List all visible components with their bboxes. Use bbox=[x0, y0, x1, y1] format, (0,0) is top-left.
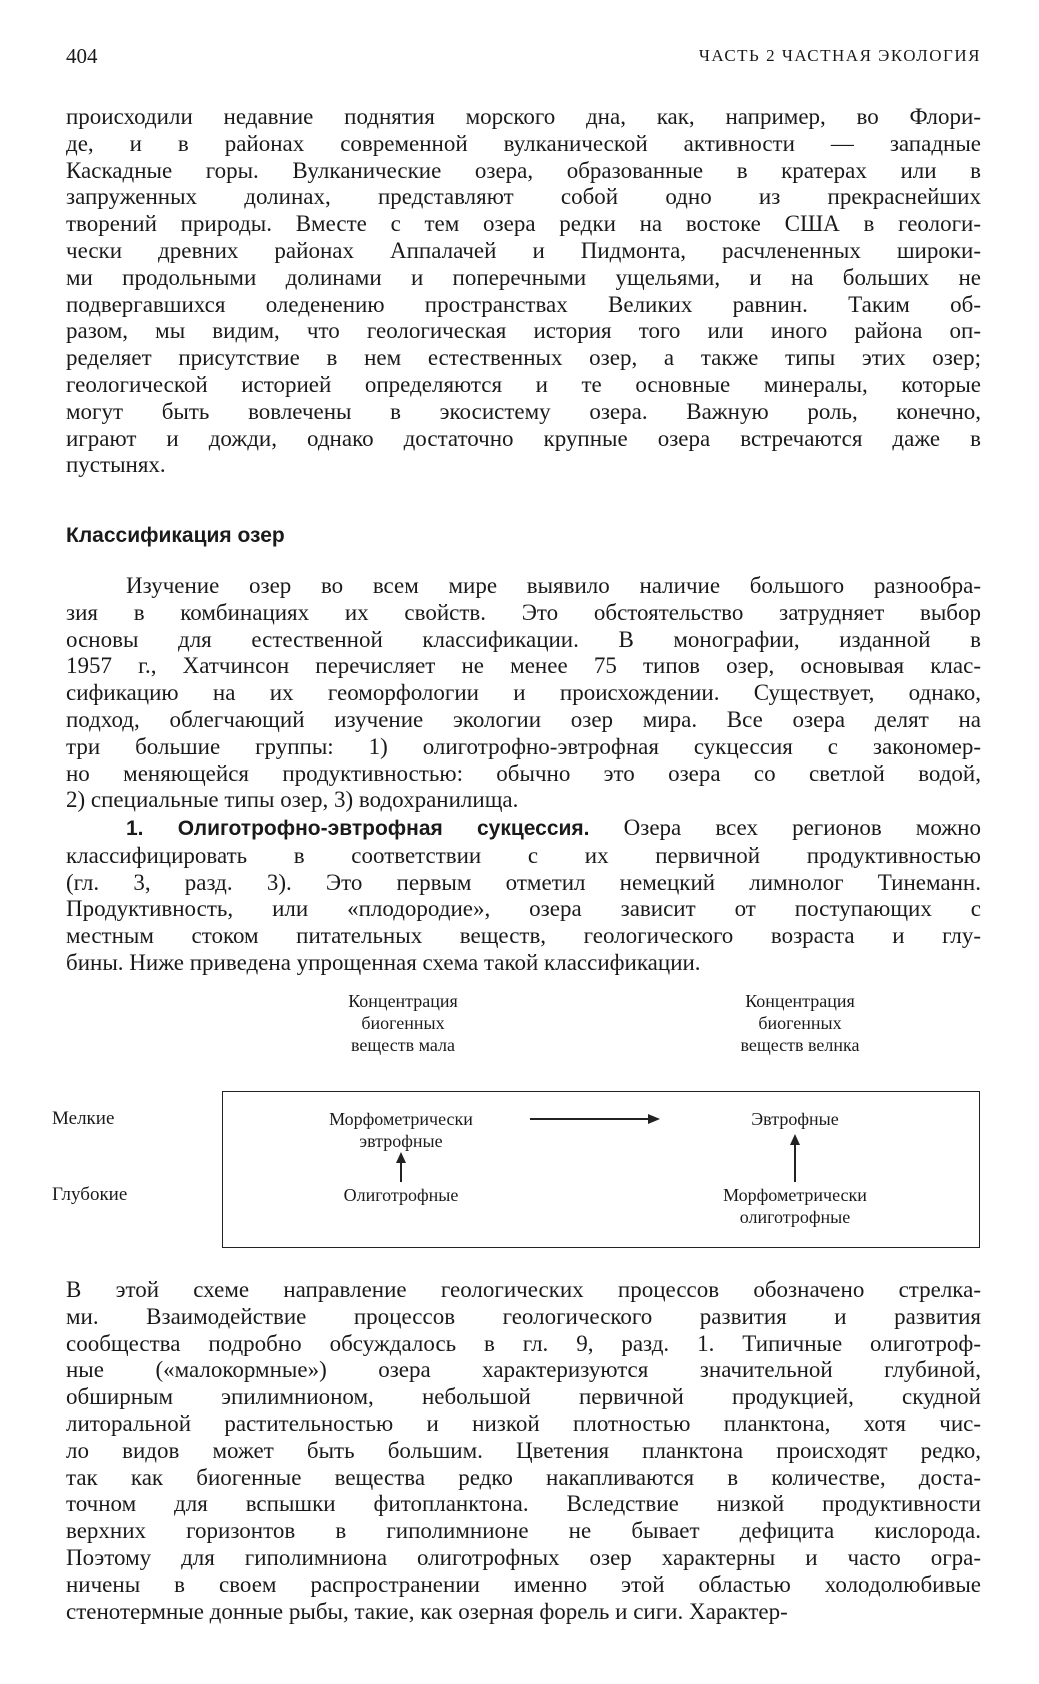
paragraph-line: сификацию на их геоморфологии и происхождении. Существует, однако, bbox=[66, 680, 981, 706]
text-line: Концентрация bbox=[348, 991, 458, 1011]
paragraph-line: местным стоком питательных веществ, геологического возраста и глу- bbox=[66, 923, 981, 949]
text-line: биогенных bbox=[758, 1013, 842, 1033]
paragraph-line: пустынях. bbox=[66, 452, 166, 478]
cell-eutrophic: Эвтрофные bbox=[751, 1109, 839, 1129]
paragraph-line: точном для вспышки фитопланктона. Вследствие низкой продуктивности bbox=[66, 1491, 981, 1517]
paragraph-line: Каскадные горы. Вулканические озера, образованные в кратерах или в bbox=[66, 157, 981, 183]
text-line: Морфометрически bbox=[329, 1109, 473, 1129]
page-number: 404 bbox=[66, 44, 98, 68]
paragraph-line: 2) специальные типы озер, 3) водохранилища. bbox=[66, 787, 519, 813]
paragraph-line: подход, облегчающий изучение экологии озер мира. Все озера делят на bbox=[66, 706, 981, 732]
paragraph-line: разом, мы видим, что геологическая история того или иного района оп- bbox=[66, 318, 981, 344]
paragraph-geology bbox=[66, 104, 981, 479]
section-heading: Классификация озер bbox=[66, 524, 285, 547]
lake-classification-diagram bbox=[0, 990, 1039, 1260]
paragraph-line: основы для естественной классификации. В монографии, изданной в bbox=[66, 626, 981, 652]
paragraph-classification bbox=[66, 573, 981, 814]
paragraph-line: ные («малокормные») озера характеризуются значительной глубиной, bbox=[66, 1357, 981, 1383]
cell-oligotrophic: Олиготрофные bbox=[343, 1185, 459, 1205]
paragraph-line: (гл. 3, разд. 3). Это первым отметил немецкий лимнолог Тинеманн. bbox=[66, 869, 981, 895]
paragraph-line: чески древних районах Аппалачей и Пидмонта, расчлененных широки- bbox=[66, 237, 981, 263]
paragraph-line: но меняющейся продуктивностью: обычно это озера со светлой водой, bbox=[66, 760, 981, 786]
paragraph-oligotrophic bbox=[66, 1277, 981, 1625]
paragraph-line: играют и дожди, однако достаточно крупные озера встречаются даже в bbox=[66, 425, 981, 451]
paragraph-line: ми продольными долинами и поперечными ущельями, и на больших не bbox=[66, 264, 981, 290]
paragraph-line: ределяет присутствие в нем естественных озер, а также типы этих озер; bbox=[66, 345, 981, 371]
paragraph-line: Изучение озер во всем мире выявило наличие большого разнообра- bbox=[126, 573, 981, 598]
paragraph-line: Поэтому для гиполимниона олиготрофных озер характерны и часто огра- bbox=[66, 1544, 981, 1570]
paragraph-line: стенотермные донные рыбы, такие, как озерная форель и сиги. Характер- bbox=[66, 1598, 788, 1624]
text-line: Морфометрически bbox=[723, 1185, 867, 1205]
text-line: эвтрофные bbox=[359, 1131, 443, 1151]
running-head: ЧАСТЬ 2 ЧАСТНАЯ ЭКОЛОГИЯ bbox=[698, 46, 981, 65]
paragraph-line: ми. Взаимодействие процессов геологического развития и развития bbox=[66, 1303, 981, 1329]
text-line: биогенных bbox=[361, 1013, 445, 1033]
paragraph-succession bbox=[66, 815, 981, 977]
paragraph-line: В этой схеме направление геологических процессов обозначено стрелка- bbox=[66, 1277, 981, 1302]
paragraph-line: так как биогенные вещества редко накапливаются в количестве, доста- bbox=[66, 1464, 981, 1490]
paragraph-line: подвергавшихся оледенению пространствах Великих равнин. Таким об- bbox=[66, 291, 981, 317]
paragraph-line: зия в комбинациях их свойств. Это обстоятельство затрудняет выбор bbox=[66, 599, 981, 625]
paragraph-line: литоральной растительностью и низкой плотностью планктона, хотя чис- bbox=[66, 1410, 981, 1436]
succession-first-line: Озера всех регионов можно bbox=[589, 815, 981, 840]
paragraph-line: классифицировать в соответствии с их первичной продуктивностью bbox=[66, 842, 981, 868]
paragraph-line: происходили недавние поднятия морского дна, как, например, во Флори- bbox=[66, 104, 981, 129]
paragraph-line: сообщества подробно обсуждалось в гл. 9, разд. 1. Типичные олиготроф- bbox=[66, 1330, 981, 1356]
paragraph-line: бины. Ниже приведена упрощенная схема такой классификации. bbox=[66, 949, 701, 975]
paragraph-line: верхних горизонтов в гиполимнионе не бывает дефицита кислорода. bbox=[66, 1518, 981, 1544]
row-label-deep: Глубокие bbox=[52, 1184, 128, 1205]
paragraph-line: ничены в своем распространении именно этой областью холодолюбивые bbox=[66, 1571, 981, 1597]
succession-lead: 1. Олиготрофно-эвтрофная сукцессия. bbox=[126, 817, 590, 840]
arrow-up-left bbox=[396, 1152, 406, 1182]
text-line: веществ велнка bbox=[740, 1035, 860, 1055]
diagram-arrows bbox=[0, 990, 1039, 1260]
paragraph-line: запруженных долинах, представляют собой одно из прекраснейших bbox=[66, 184, 981, 210]
succession-lines bbox=[66, 843, 981, 977]
paragraph-line: геологической историей определяются и те основные минералы, которые bbox=[66, 371, 981, 397]
text-line: олиготрофные bbox=[739, 1207, 851, 1227]
paragraph-line: могут быть вовлечены в экосистему озера. Важную роль, конечно, bbox=[66, 398, 981, 424]
arrow-right bbox=[530, 1114, 660, 1124]
paragraph-line: обширным эпилимнионом, небольшой первичной продукцией, скудной bbox=[66, 1384, 981, 1410]
text-line: Концентрация bbox=[745, 991, 855, 1011]
page-header bbox=[66, 44, 981, 74]
paragraph-line: Продуктивность, или «плодородие», озера зависит от поступающих с bbox=[66, 896, 981, 922]
arrow-up-right bbox=[790, 1134, 800, 1182]
paragraph-line: де, и в районах современной вулканической активности — западные bbox=[66, 130, 981, 156]
text-line: веществ мала bbox=[351, 1035, 455, 1055]
row-label-shallow: Мелкие bbox=[52, 1108, 115, 1129]
paragraph-line: три большие группы: 1) олиготрофно-эвтрофная сукцессия с закономер- bbox=[66, 733, 981, 759]
paragraph-line: творений природы. Вместе с тем озера редки на востоке США в геологи- bbox=[66, 211, 981, 237]
paragraph-line: ло видов может быть большим. Цветения планктона происходят редко, bbox=[66, 1437, 981, 1463]
paragraph-line: 1957 г., Хатчинсон перечисляет не менее 75 типов озер, основывая клас- bbox=[66, 653, 981, 679]
